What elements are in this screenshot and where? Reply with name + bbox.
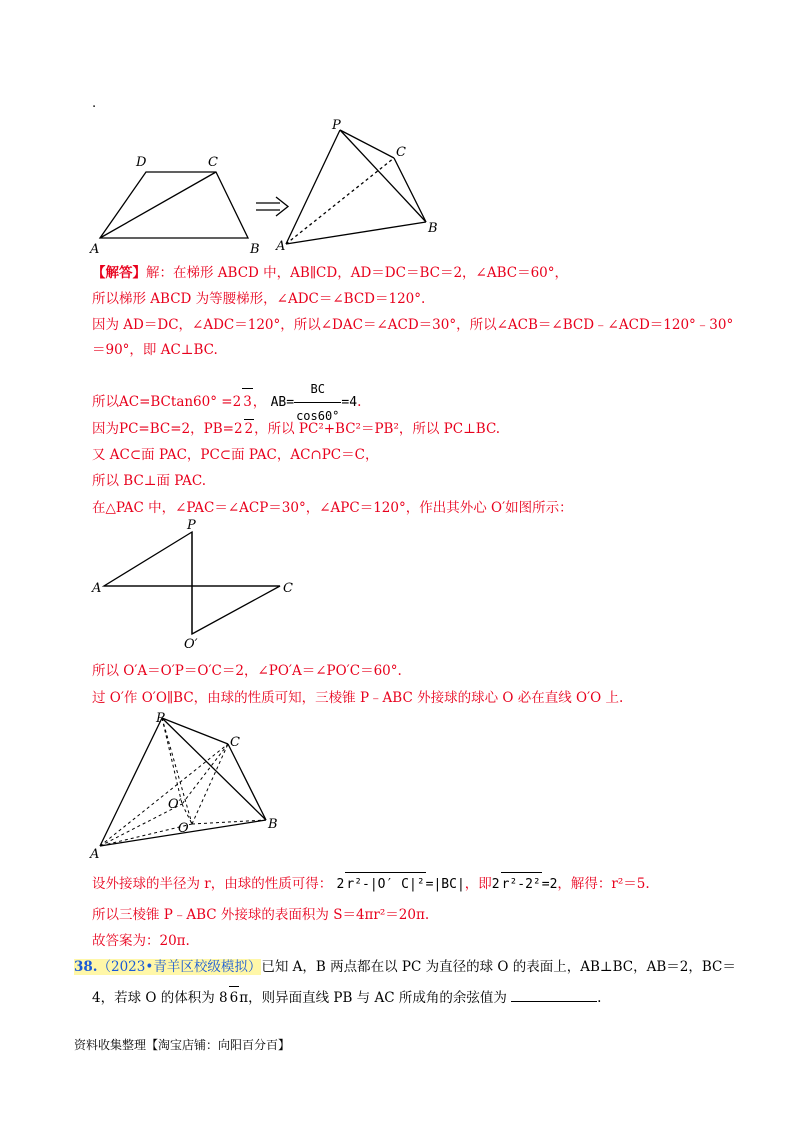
solution-line-2: 所以梯形 ABCD 为等腰梯形，∠ADC＝∠BCD＝120°. — [92, 291, 426, 307]
footer-text: 资料收集整理【淘宝店铺：向阳百分百】 — [74, 1038, 291, 1052]
solution-line-4: ＝90°，即 AC⊥BC. — [92, 342, 218, 358]
label-b: B — [250, 242, 260, 257]
label-a: A — [90, 242, 100, 257]
label-d: D — [136, 155, 147, 170]
solution-line-3: 因为 AD＝DC，∠ADC＝120°，所以∠DAC＝∠ACD＝30°，所以∠ACB＝∠BCD﹣∠ACD＝120°﹣30° — [92, 317, 734, 333]
sqrt-expression-2: r²-2² — [501, 872, 542, 897]
label-o-prime: O′ — [184, 637, 198, 650]
circumsphere-figure — [88, 708, 288, 860]
label-a: A — [276, 239, 286, 254]
solution-line-12: 设外接球的半径为 r，由球的性质可得： 2 r²-|O′ C|²=|BC|，即2 r²-2²=2，解得：r²＝5. — [92, 872, 650, 897]
solution-line-10: 所以 O′A＝O′P＝O′C＝2，∠PO′A＝∠PO′C＝60°. — [92, 663, 402, 679]
label-a: A — [90, 847, 100, 860]
circumcenter-figure — [88, 518, 298, 650]
problem-38-line-2: 4，若球 O 的体积为 8 6π，则异面直线 PB 与 AC 所成角的余弦值为 . — [92, 986, 601, 1009]
sqrt-6: 6 — [229, 986, 240, 1009]
label-p: P — [187, 518, 196, 533]
label-b: B — [268, 817, 278, 832]
problem-38-line-1: 38.（2023•青羊区校级模拟）已知 A，B 两点都在以 PC 为直径的球 O 的表面上，AB⊥BC，AB＝2，BC＝ — [74, 959, 736, 975]
label-a: A — [92, 581, 102, 596]
label-o-prime: O′ — [168, 797, 182, 812]
solution-line-5: 所以AC=BCtan60° =2 3， AB= $\frac{BC}{\cos 60^\circ}$ =4. — [92, 376, 361, 429]
solution-line-1: 【解答】解：在梯形 ABCD 中，AB∥CD，AD＝DC＝BC＝2，∠ABC＝60°， — [92, 265, 569, 281]
sqrt-2: 2 — [244, 421, 254, 437]
solution-tag: 【解答】 — [92, 265, 146, 281]
label-c: C — [208, 155, 218, 170]
solution-line-8: 所以 BC⊥面 PAC. — [92, 473, 207, 489]
label-c: C — [230, 735, 240, 750]
label-b: B — [428, 221, 438, 236]
label-p: P — [332, 118, 341, 133]
trapezoid-shape — [100, 172, 248, 238]
label-o: O — [178, 821, 189, 836]
trapezoid-to-tetrahedron-figure — [88, 118, 448, 258]
label-c: C — [283, 581, 293, 596]
solution-line-13: 所以三棱锥 P﹣ABC 外接球的表面积为 S＝4πr²＝20π. — [92, 907, 430, 923]
fraction-bc-cos60: $\frac{BC}{\cos 60^\circ}$ — [294, 376, 341, 429]
problem-source: （2023•青羊区校级模拟） — [97, 959, 262, 975]
solution-line-6: 因为PC=BC=2，PB=2 2，所以 PC²+BC²＝PB²，所以 PC⊥BC. — [92, 421, 501, 437]
answer-blank[interactable] — [511, 989, 597, 1002]
sqrt-expression-1: r²-|O′ C|² — [345, 872, 425, 897]
label-p: P — [156, 711, 165, 726]
solution-line-14: 故答案为：20π. — [92, 933, 190, 949]
sqrt-3: 3 — [242, 388, 253, 415]
problem-number: 38. — [74, 959, 98, 975]
solution-line-11: 过 O′作 O′O∥BC，由球的性质可知，三棱锥 P﹣ABC 外接球的球心 O 必在直线 O′O 上. — [92, 690, 624, 706]
solution-line-9: 在△PAC 中，∠PAC＝∠ACP＝30°，∠APC＝120°，作出其外心 O′如图所示： — [92, 500, 573, 516]
solution-line-7: 又 AC⊂面 PAC，PC⊂面 PAC，AC∩PC＝C， — [92, 447, 379, 463]
top-dot: . — [92, 96, 97, 111]
label-c: C — [396, 145, 406, 160]
